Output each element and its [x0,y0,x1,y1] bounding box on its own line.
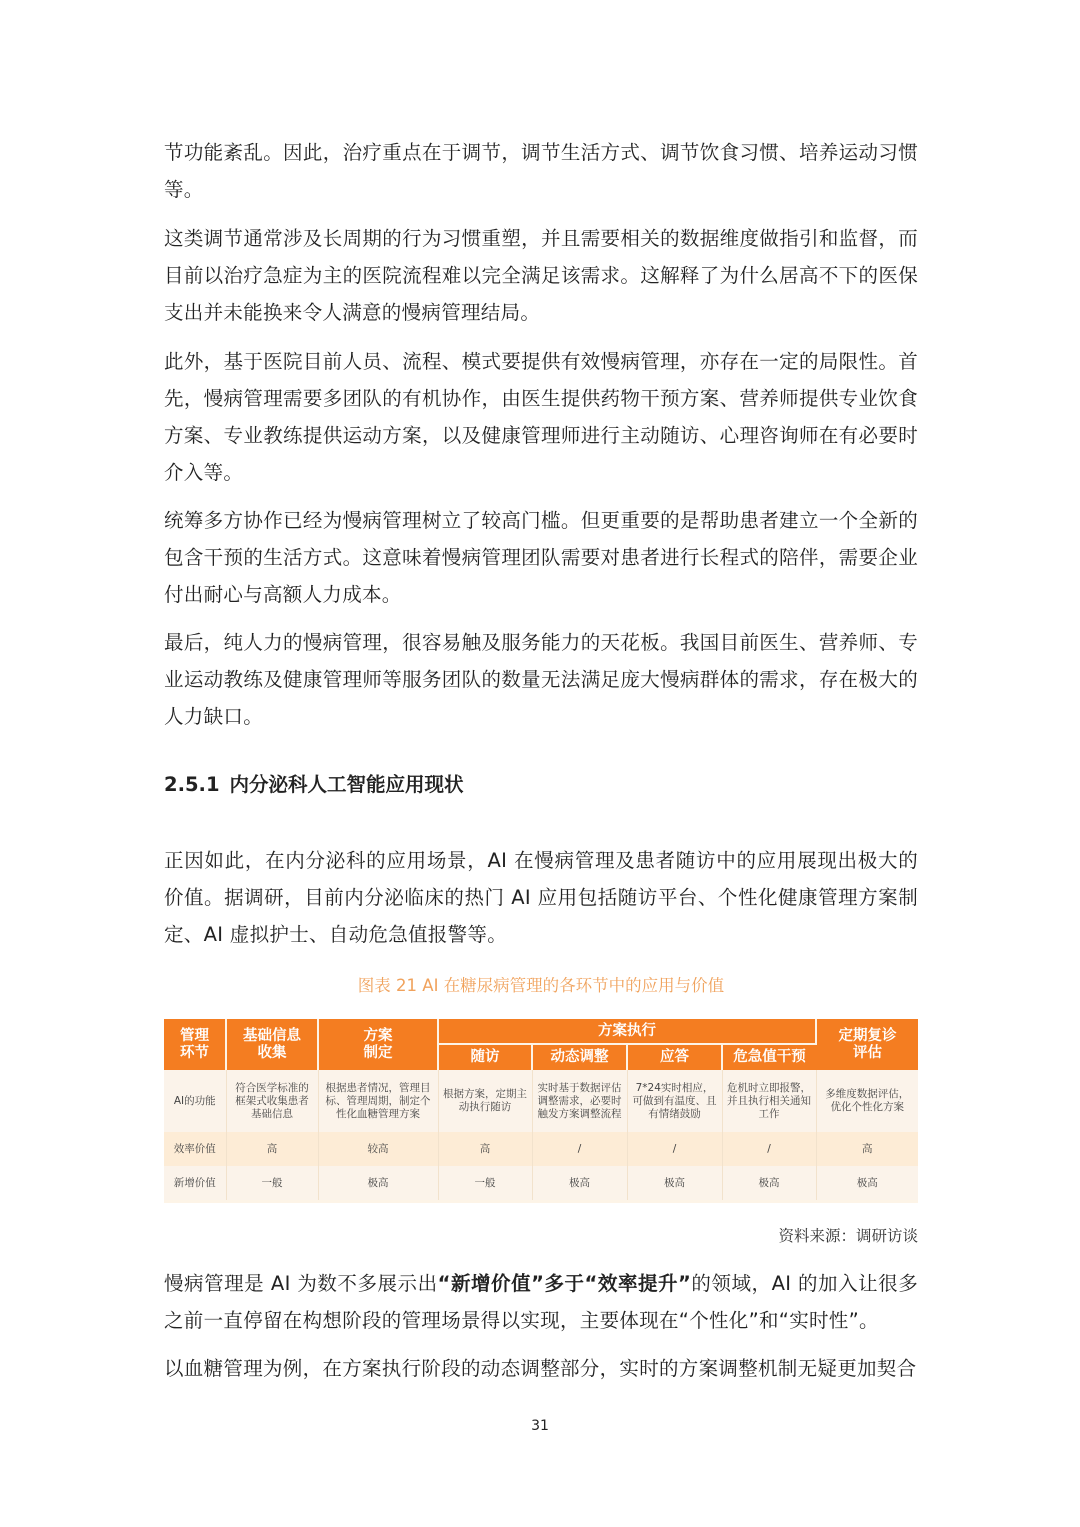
paragraph-2: 这类调节通常涉及长周期的行为习惯重塑，并且需要相关的数据维度做指引和监督，而目前以治疗急症为主的医院流程难以完全满足该需求。这解释了为什么居高不下的医保支出并未能换来令人满意的慢病管理结局。 [164,227,918,324]
header-info-collection [226,1019,318,1070]
table-cell: 高 [816,1132,918,1166]
table-row [164,1132,918,1166]
table-cell: 极高 [627,1166,722,1200]
row-label: 新增价值 [164,1166,226,1200]
paragraph-7-part-a: 慢病管理是 AI 为数不多展示出 [164,1272,438,1295]
table-cell: 极高 [816,1166,918,1200]
paragraph-4: 统筹多方协作已经为慢病管理树立了较高门槛。但更重要的是帮助患者建立一个全新的包含干预的生活方式。这意味着慢病管理团队需要对患者进行长程式的陪伴，需要企业付出耐心与高额人力成本。 [164,509,918,606]
header-plan-execution: 方案执行 [438,1019,816,1044]
table-cell: 7*24实时相应，可做到有温度、且有情绪鼓励 [627,1070,722,1132]
table-cell: 高 [226,1132,318,1166]
paragraph-1: 节功能紊乱。因此，治疗重点在于调节，调节生活方式、调节饮食习惯、培养运动习惯等。 [164,141,918,201]
row-label: 效率价值 [164,1132,226,1166]
table-row [164,1166,918,1200]
table-cell: 实时基于数据评估调整需求，必要时触发方案调整流程 [532,1070,627,1132]
header-info-collection-text: 基础信息 收集 [243,1027,301,1061]
row-label: AI的功能 [164,1070,226,1132]
header-dynamic-adjust: 动态调整 [532,1044,627,1070]
table-cell: / [722,1132,816,1166]
table-cell: 一般 [226,1166,318,1200]
table-cell: 高 [438,1132,532,1166]
header-stage [164,1019,226,1070]
table-cell: 极高 [532,1166,627,1200]
paragraph-7 [164,1265,918,1339]
ai-application-table [164,1019,918,1203]
table-cell: 一般 [438,1166,532,1200]
header-plan-making-text: 方案 制定 [363,1027,393,1061]
header-review [816,1019,918,1070]
header-stage-text: 管理 环节 [180,1027,209,1061]
paragraph-6: 正因如此，在内分泌科的应用场景，AI 在慢病管理及患者随访中的应用展现出极大的价值。据调研，目前内分泌临床的热门 AI 应用包括随访平台、个性化健康管理方案制定、AI 虚拟护士、自动危急值报警等。 [164,849,918,946]
table-row [164,1070,918,1132]
table-cell: 危机时立即报警，并且执行相关通知工作 [722,1070,816,1132]
paragraph-8: 以血糖管理为例，在方案执行阶段的动态调整部分，实时的方案调整机制无疑更加契合 [164,1357,917,1380]
paragraph-7-emphasis: “新增价值”多于“效率提升” [437,1272,692,1295]
figure-source: 资料来源：调研访谈 [778,1227,918,1245]
paragraph-7-part-c: 的领域，AI 的加入让很多之前一直停留在构想阶段的管理场景得以实现，主要体现在“个性化”和“实时性”。 [164,1272,918,1332]
table-cell: / [532,1132,627,1166]
header-review-text: 定期复诊 评估 [838,1027,897,1061]
header-response: 应答 [627,1044,722,1070]
table-cell: 极高 [318,1166,438,1200]
section-title: 内分泌科人工智能应用现状 [229,773,464,796]
section-heading [164,770,464,800]
header-critical-value: 危急值干预 [722,1044,816,1070]
section-number: 2.5.1 [164,773,220,796]
header-plan-making [318,1019,438,1070]
table-cell: 极高 [722,1166,816,1200]
table-cell: 多维度数据评估，优化个性化方案 [816,1070,918,1132]
table-cell: / [627,1132,722,1166]
table-cell: 根据方案，定期主动执行随访 [438,1070,532,1132]
paragraph-5: 最后，纯人力的慢病管理，很容易触及服务能力的天花板。我国目前医生、营养师、专业运动教练及健康管理师等服务团队的数量无法满足庞大慢病群体的需求，存在极大的人力缺口。 [164,631,918,728]
figure-caption: 图表 21 AI 在糖尿病管理的各环节中的应用与价值 [357,976,725,995]
page-number: 31 [531,1418,549,1434]
table-cell: 根据患者情况，管理目标、管理周期，制定个性化血糖管理方案 [318,1070,438,1132]
table-cell: 符合医学标准的框架式收集患者基础信息 [226,1070,318,1132]
paragraph-3: 此外，基于医院目前人员、流程、模式要提供有效慢病管理，亦存在一定的局限性。首先，慢病管理需要多团队的有机协作，由医生提供药物干预方案、营养师提供专业饮食方案、专业教练提供运动方案，以及健康管理师进行主动随访、心理咨询师在有必要时介入等。 [164,350,918,484]
table-cell: 较高 [318,1132,438,1166]
header-followup: 随访 [438,1044,532,1070]
